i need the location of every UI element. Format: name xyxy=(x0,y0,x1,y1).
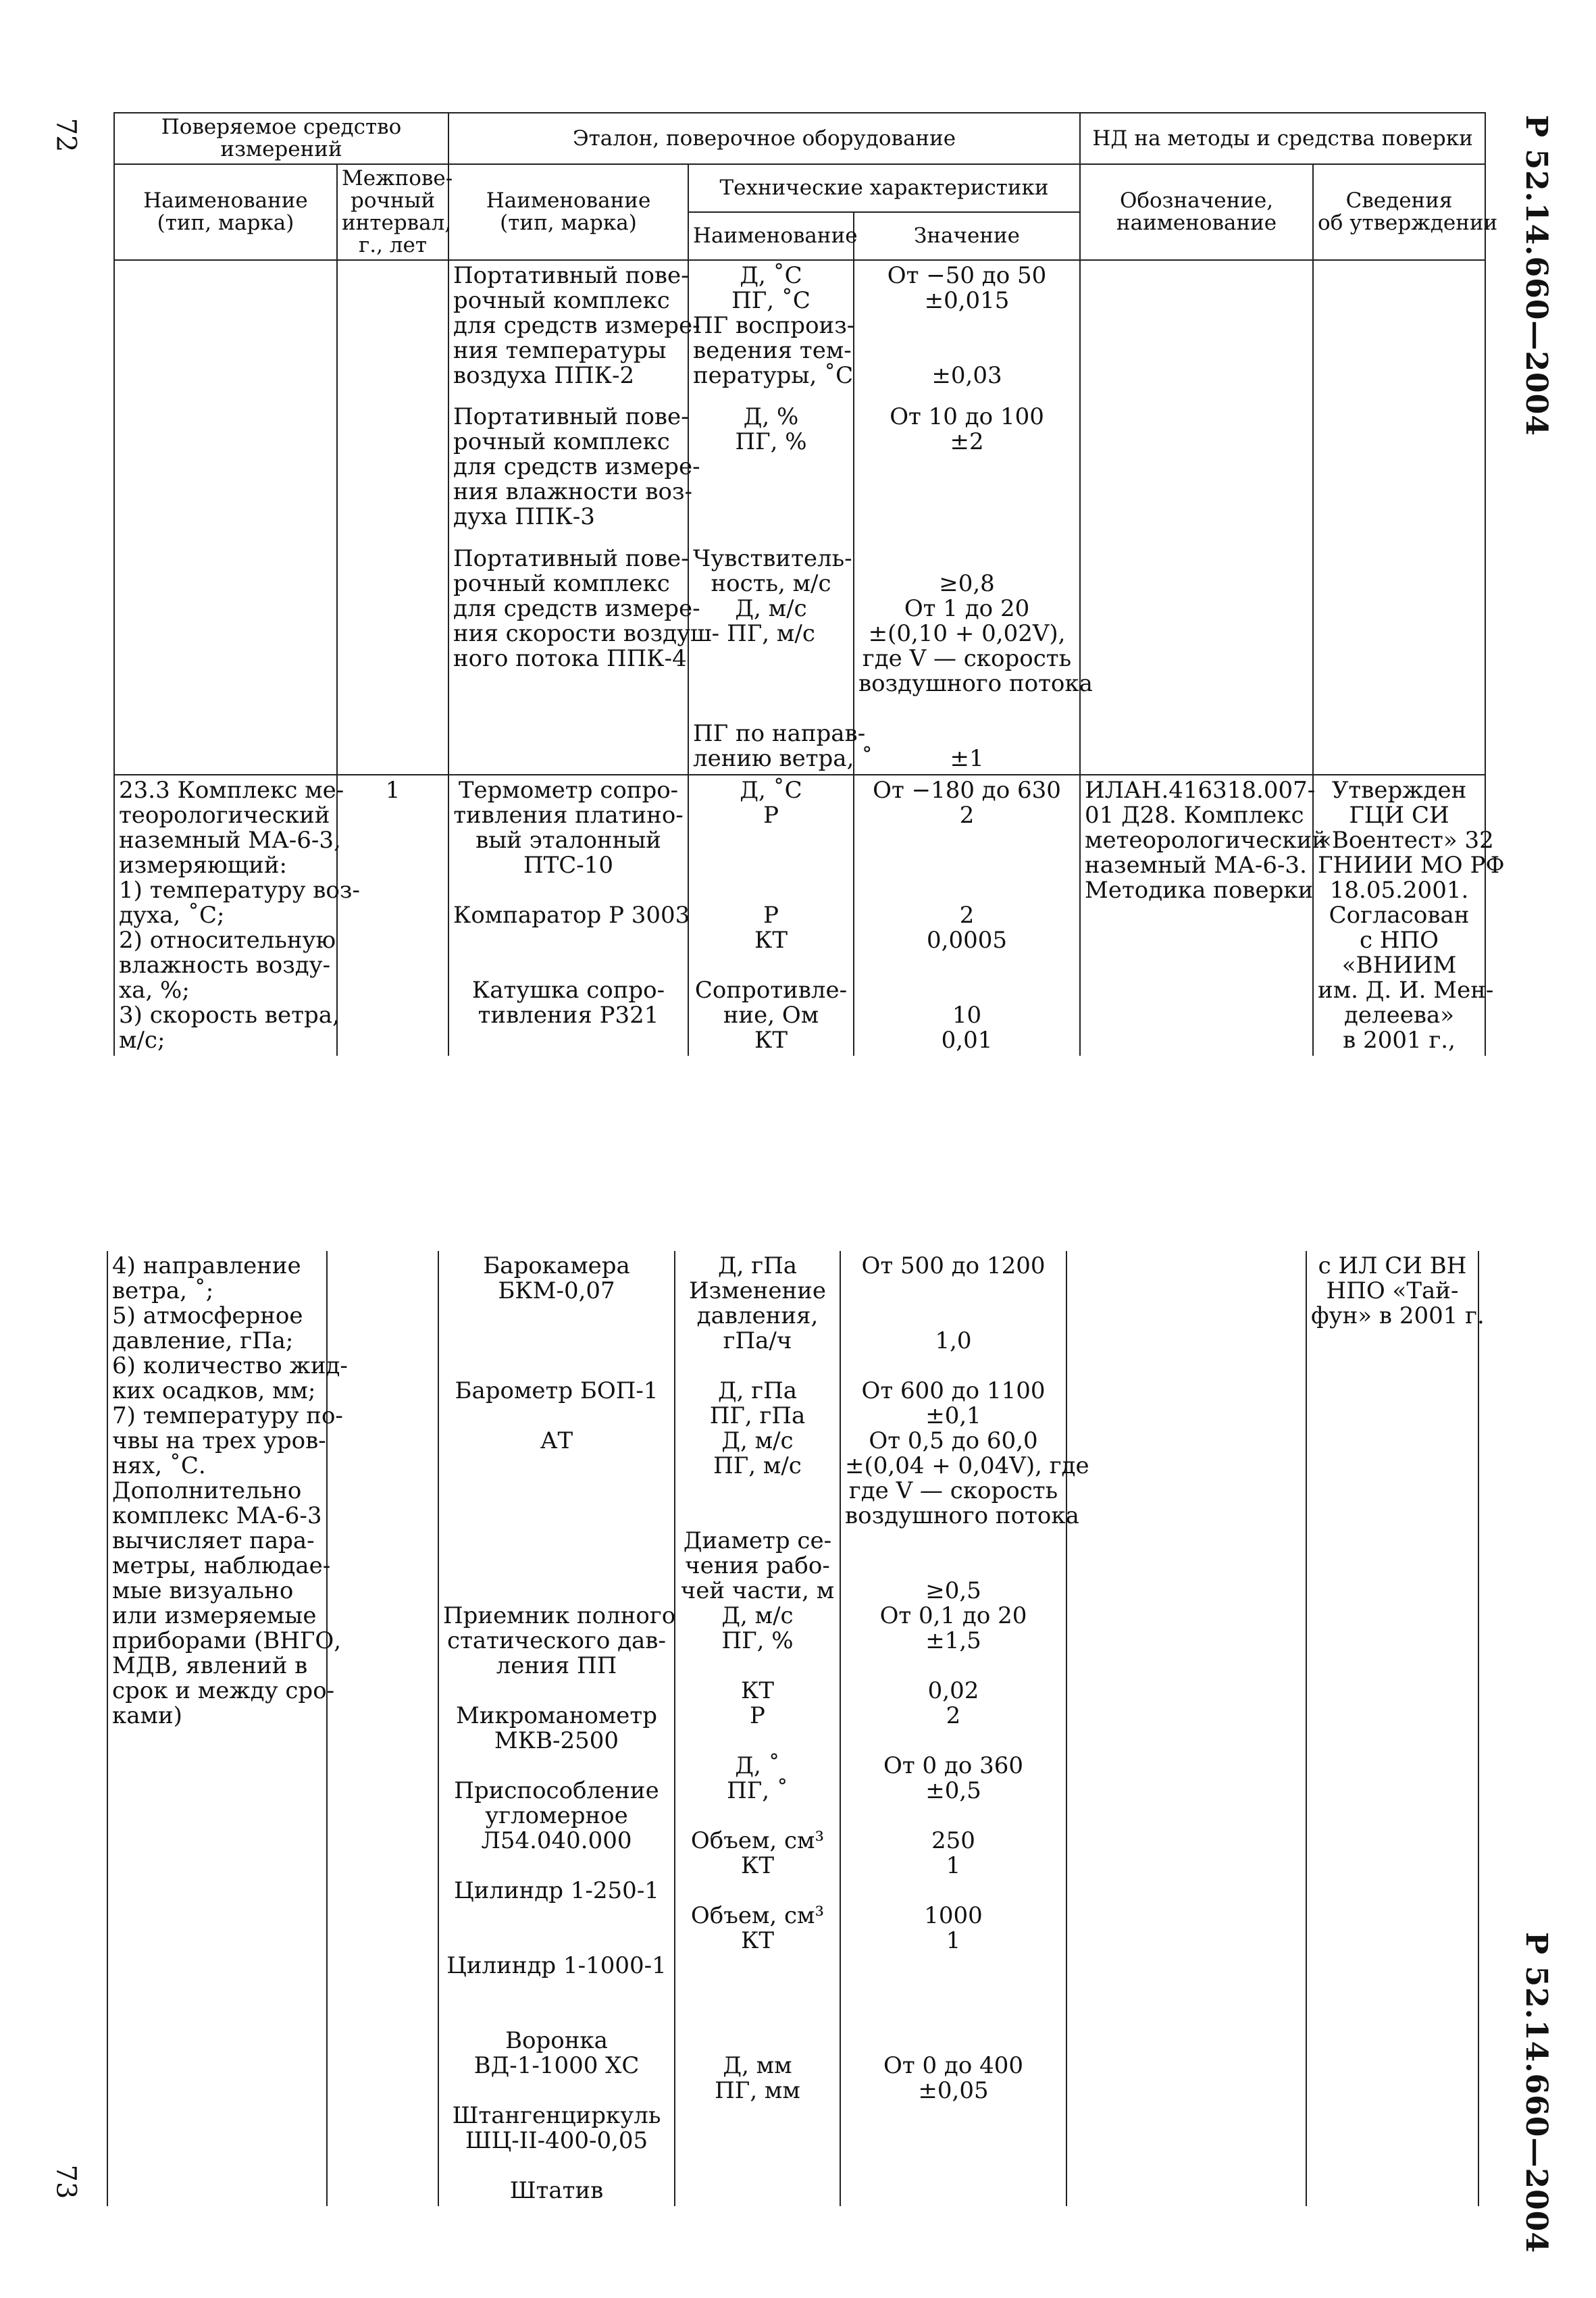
top-table xyxy=(113,112,1505,1056)
page-number-bottom: 73 xyxy=(50,2164,82,2199)
values-cell: ≥0,8 От 1 до 20 ±(0,10 + 0,02V), где V — скорость воздушного потока ±1 xyxy=(854,544,1080,775)
chars-cell: Д, ˚С Р Р КТ Сопротивле- ние, Ом КТ xyxy=(688,775,854,1056)
header-tech: Технические характеристики xyxy=(688,164,1080,212)
approval-cell xyxy=(1313,544,1485,775)
chars-cell: Д, ˚С ПГ, ˚С ПГ воспроиз- ведения тем- пературы, ˚С xyxy=(688,260,854,402)
header-device-name: Наименование (тип, марка) xyxy=(114,164,337,260)
chars-cell: Д, гПа Изменение давления, гПа/ч Д, гПа ПГ, гПа Д, м/с ПГ, м/с Диаметр се- чения рабо- чей части, м Д, м/с ПГ, % КТ Р Д, ˚ ПГ, ˚ Объем, см³ КТ Объем, см³ КТ Д, мм ПГ, мм xyxy=(675,1251,840,2206)
device-cell xyxy=(114,402,337,544)
values-cell: От 10 до 100 ±2 xyxy=(854,402,1080,544)
designation-cell xyxy=(1080,260,1313,402)
table-row xyxy=(114,544,1485,775)
approval-cell: Утвержден ГЦИ СИ «Воентест» 32 ГНИИИ МО РФ 18.05.2001. Согласован с НПО «ВНИИМ им. Д. И. Мен- делеева» в 2001 г., xyxy=(1313,775,1485,1056)
device-cell xyxy=(114,260,337,402)
interval-cell xyxy=(337,544,448,775)
designation-cell xyxy=(1080,402,1313,544)
header-tech-value: Значение xyxy=(854,212,1080,260)
chars-cell: Чувствитель- ность, м/с Д, м/с ПГ, м/с ПГ по направ- лению ветра, ˚ xyxy=(688,544,854,775)
etalon-cell: Барокамера БКМ-0,07 Барометр БОП-1 АТ Приемник полного статического дав- ления ПП Микроманометр МКВ-2500 Приспособление угломерное Л54.040.000 Цилиндр 1-250-1 Цилиндр 1-1000-1 Воронка ВД-1-1000 ХС Штангенциркуль ШЦ-II-400-0,05 Штатив xyxy=(438,1251,675,2206)
designation-cell: ИЛАН.416318.007- 01 Д28. Комплекс метеорологический наземный МА-6-3. Методика поверки xyxy=(1080,775,1313,1056)
approval-cell xyxy=(1313,402,1485,544)
header-designation: Обозначение, наименование xyxy=(1080,164,1313,260)
header-group-nd: НД на методы и средства поверки xyxy=(1080,113,1485,164)
table-row xyxy=(114,775,1485,1056)
table-row xyxy=(114,260,1485,402)
approval-cell: с ИЛ СИ ВН НПО «Тай- фун» в 2001 г. xyxy=(1306,1251,1478,2206)
device-cell: 23.3 Комплекс ме- теорологический наземный МА-6-3, измеряющий: 1) температуру воз- духа, ˚С; 2) относительную влажность возду- ха, %; 3) скорость ветра, м/с; xyxy=(114,775,337,1056)
etalon-cell: Портативный пове- рочный комплекс для средств измере- ния скорости воздуш- ного потока ППК-4 xyxy=(448,544,688,775)
designation-cell xyxy=(1066,1251,1306,2206)
interval-cell xyxy=(337,260,448,402)
header-etalon-name: Наименование (тип, марка) xyxy=(448,164,688,260)
designation-cell xyxy=(1080,544,1313,775)
values-cell: От 500 до 1200 1,0 От 600 до 1100 ±0,1 От 0,5 до 60,0 ±(0,04 + 0,04V), где где V — скорость воздушного потока ≥0,5 От 0,1 до 20 ±1,5 0,02 2 От 0 до 360 ±0,5 250 1 1000 1 От 0 до 400 ±0,05 xyxy=(840,1251,1066,2206)
doc-code-top: Р 52.14.660—2004 xyxy=(1519,115,1553,436)
device-cell: 4) направление ветра, ˚; 5) атмосферное давление, гПа; 6) количество жид- ких осадков, мм; 7) температуру по- чвы на трех уров- нях, ˚С. Дополнительно комплекс МА-6-3 вычисляет пара- метры, наблюдае- мые визуально или измеряемые приборами (ВНГО, МДВ, явлений в срок и между сро- ками) xyxy=(107,1251,327,2206)
chars-cell: Д, % ПГ, % xyxy=(688,402,854,544)
etalon-cell: Портативный пове- рочный комплекс для средств измере- ния температуры воздуха ППК-2 xyxy=(448,260,688,402)
page-number-top: 72 xyxy=(50,118,82,153)
header-interval: Межпове- рочный интервал, г., лет xyxy=(337,164,448,260)
interval-cell xyxy=(327,1251,438,2206)
approval-cell xyxy=(1313,260,1485,402)
values-cell: От −50 до 50 ±0,015 ±0,03 xyxy=(854,260,1080,402)
header-approval: Сведения об утверждении xyxy=(1313,164,1485,260)
etalon-cell: Термометр сопро- тивления платино- вый эталонный ПТС-10 Компаратор Р 3003 Катушка сопро- тивления Р321 xyxy=(448,775,688,1056)
values-cell: От −180 до 630 2 2 0,0005 10 0,01 xyxy=(854,775,1080,1056)
header-tech-name: Наименование xyxy=(688,212,854,260)
table-row xyxy=(114,402,1485,544)
interval-cell: 1 xyxy=(337,775,448,1056)
header-group-device: Поверяемое средство измерений xyxy=(114,113,448,164)
bottom-table xyxy=(107,1251,1485,2206)
interval-cell xyxy=(337,402,448,544)
header-group-etalon: Эталон, поверочное оборудование xyxy=(448,113,1080,164)
doc-code-bottom: Р 52.14.660—2004 xyxy=(1519,1932,1553,2253)
etalon-cell: Портативный пове- рочный комплекс для средств измере- ния влажности воз- духа ППК-3 xyxy=(448,402,688,544)
table-row xyxy=(107,1251,1478,2206)
device-cell xyxy=(114,544,337,775)
